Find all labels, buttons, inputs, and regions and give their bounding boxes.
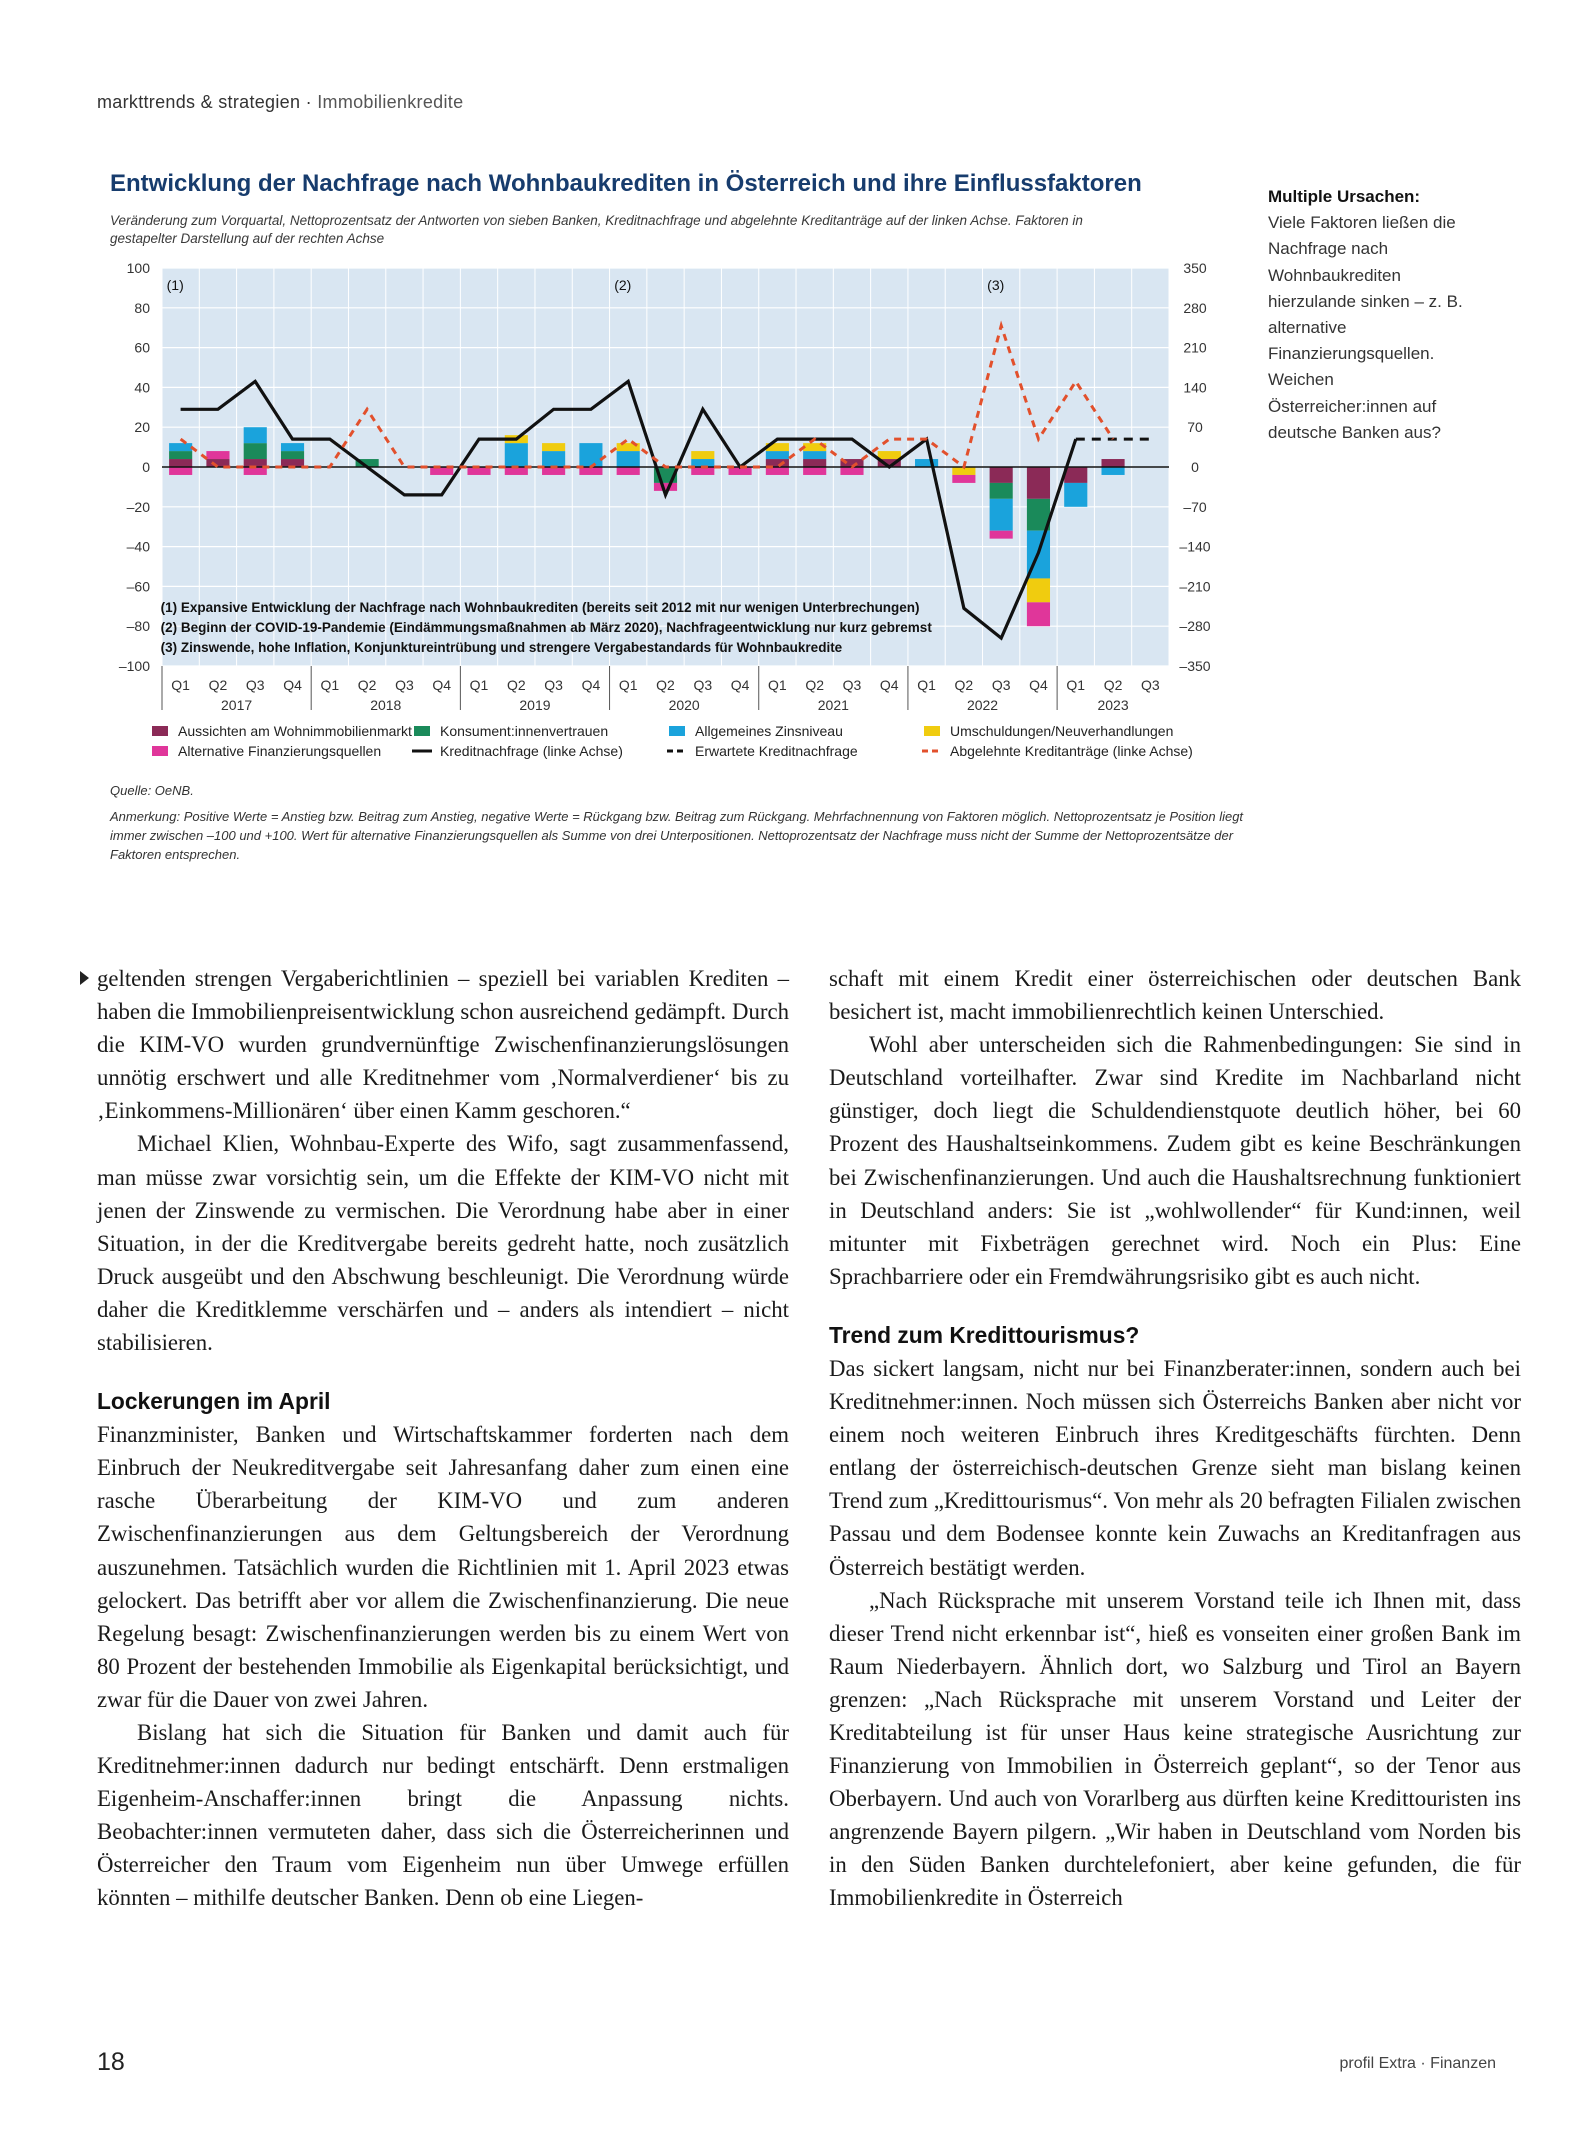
right-axis-tick-label: 70 xyxy=(1187,419,1203,436)
bar-segment xyxy=(952,475,975,483)
x-tick-label: Q2 xyxy=(208,677,228,693)
right-axis-tick-label: 280 xyxy=(1183,299,1207,316)
right-axis-tick-label: 350 xyxy=(1183,260,1207,276)
bar-segment xyxy=(803,451,826,459)
x-tick-label: Q2 xyxy=(954,677,974,693)
period-marker: (1) xyxy=(166,277,184,293)
bar-segment xyxy=(1064,467,1087,483)
bar-segment xyxy=(244,427,267,443)
bar-segment xyxy=(990,499,1013,531)
legend-swatch xyxy=(414,726,430,736)
chart-subtitle: Veränderung zum Vorquartal, Nettoprozentsatz der Antworten von sieben Banken, Kreditnachfrage und abgelehnte Kreditanträge auf der linken Achse. Faktoren in gestapelter Darstellung auf der rechten Achse xyxy=(110,213,1083,246)
bar-segment xyxy=(803,459,826,467)
bar-segment xyxy=(617,467,640,475)
left-axis-tick-label: –100 xyxy=(118,658,150,674)
x-tick-label: Q1 xyxy=(768,677,787,693)
legend-label: Kreditnachfrage (linke Achse) xyxy=(440,743,623,759)
bar-segment xyxy=(169,467,192,475)
x-tick-label: Q4 xyxy=(581,677,601,693)
legend-swatch xyxy=(152,746,168,756)
bar-segment xyxy=(1101,459,1124,467)
footer-publication: profil Extra · Finanzen xyxy=(1339,2055,1496,2072)
section-heading: Lockerungen im April xyxy=(97,1388,331,1415)
x-tick-label: Q3 xyxy=(1141,677,1160,693)
bar-segment xyxy=(505,443,528,467)
bar-segment xyxy=(990,483,1013,499)
running-header xyxy=(97,92,463,113)
x-tick-label: Q4 xyxy=(283,677,302,693)
right-axis-tick-label: –140 xyxy=(1179,538,1211,555)
bar-segment xyxy=(1027,578,1050,602)
year-label: 2019 xyxy=(519,697,551,713)
paragraph: Das sickert langsam, nicht nur bei Finanzberater:innen, sondern auch bei Kreditnehmer:innen. Noch müssen sich Österreichs Banken aber nicht vor einem noch weiteren Einbruch ihres Kreditgeschäfts fürchten. Denn entlang der österreichisch-deutschen Grenze sieht man bislang keinen Trend zum „Kredittourismus“. Von mehr als 20 befragten Filialen zwischen Passau und dem Bodensee konnte kein Zuwachs an Kreditanfragen aus Österreich bestätigt werden. xyxy=(829,1355,1521,1580)
legend-swatch xyxy=(924,726,940,736)
left-axis-tick-label: 20 xyxy=(134,419,150,436)
left-axis-tick-label: 0 xyxy=(142,459,150,475)
bar-segment xyxy=(1027,602,1050,626)
paragraph: Michael Klien, Wohnbau-Experte des Wifo, sagt zusammenfassend, man müsse zwar vorsichtig sein, um die Effekte der KIM-VO nicht mit jenen der Zinswende zu vermischen. Die Verordnung habe aber in einer Situation, in der die Kreditvergabe bereits gedreht hatte, noch zusätzlich Druck ausgeübt und den Abschwung beschleunigt. Die Verordnung würde daher die Kreditklemme verschärfen und – anders als intendiert – nicht stabilisieren. xyxy=(97,1131,789,1356)
sidebar-caption xyxy=(1268,184,1468,446)
x-tick-label: Q2 xyxy=(805,677,825,693)
year-label: 2017 xyxy=(221,697,253,713)
caption-text: Viele Faktoren ließen die Nachfrage nach Wohnbaukrediten hierzulande sinken – z. B. alternative Finanzierungsquellen. Weichen Österreicher:innen auf deutsche Banken aus? xyxy=(1268,213,1463,442)
x-tick-label: Q4 xyxy=(432,677,452,693)
paragraph: Wohl aber unterscheiden sich die Rahmenbedingungen: Sie sind in Deutschland vorteilhafter. Zwar sind Kredite im Nachbarland nicht günstiger, doch liegt die Schuldendienstquote deutlich höher, bei 60 Prozent des Haushaltseinkommens. Zudem gibt es keine Beschränkungen bei Zwischenfinanzierungen. Und auch die Haushaltsrechnung funktioniert in Deutschland anders: Sie ist „wohlwollender“ für Kund:innen, weil mitunter mit Fixbeträgen gerechnet wird. Noch ein Plus: Eine Sprachbarriere oder ein Fremdwährungsrisiko gibt es auch nicht. xyxy=(829,1032,1521,1289)
x-tick-label: Q1 xyxy=(171,677,190,693)
x-tick-label: Q4 xyxy=(1029,677,1048,693)
x-tick-label: Q1 xyxy=(917,677,936,693)
paragraph: Bislang hat sich die Situation für Banken und damit auch für Kreditnehmer:innen dadurch nur bedingt entschärft. Denn erstmaligen Eigenheim-Anschaffer:innen bringt die Anpassung nichts. Beobachter:innen vermuteten daher, dass sich die Österreicherinnen und Österreicher den Traum vom Eigenheim nun über Umwege erfüllen könnten – mithilfe deutscher Banken. Denn ob eine Liegen- xyxy=(97,1719,789,1911)
bar-segment xyxy=(1027,467,1050,499)
legend-label: Konsument:innenvertrauen xyxy=(440,723,609,739)
x-tick-label: Q3 xyxy=(693,677,713,693)
section-heading: Trend zum Kredittourismus? xyxy=(829,1321,1140,1348)
bar-segment xyxy=(579,443,602,467)
header-section: markttrends & strategien xyxy=(97,92,301,112)
bar-segment xyxy=(990,467,1013,483)
left-axis-tick-label: –80 xyxy=(126,618,150,635)
x-tick-label: Q2 xyxy=(506,677,526,693)
bar-segment xyxy=(169,443,192,451)
legend-swatch xyxy=(152,726,168,736)
legend-label: Aussichten am Wohnimmobilienmarkt xyxy=(178,723,412,739)
period-marker: (2) xyxy=(614,277,632,293)
bar-segment xyxy=(803,467,826,475)
paragraph: Finanzminister, Banken und Wirtschaftskammer forderten nach dem Einbruch der Neukreditvergabe seit Jahresanfang daher zum einen eine rasche Überarbeitung der KIM-VO und zum anderen Zwischenfinanzierungen aus dem Geltungsbereich der Verordnung auszunehmen. Tatsächlich wurden die Richtlinien mit 1. April 2023 etwas gelockert. Das betrifft aber vor allem die Zwischenfinanzierung. Die neue Regelung besagt: Zwischenfinanzierungen werden bis zu einem Wert von 80 Prozent der bestehenden Immobilie als Eigenkapital berücksichtigt, und zwar für die Dauer von zwei Jahren. xyxy=(97,1422,789,1712)
annotation-text: (1) Expansive Entwicklung der Nachfrage nach Wohnbaukrediten (bereits seit 2012 mit nur wenigen Unterbrechungen) xyxy=(160,600,920,615)
x-tick-label: Q3 xyxy=(842,677,862,693)
year-label: 2022 xyxy=(966,697,999,713)
left-axis-tick-label: 80 xyxy=(134,299,150,316)
bar-segment xyxy=(990,531,1013,539)
paragraph: geltenden strengen Vergaberichtlinien – speziell bei variablen Krediten – haben die Immobilienpreisentwicklung schon ausreichend gedämpft. Durch die KIM-VO wurden grundvernünftige Zwischenfinanzierungslösungen unnötig erschwert und alle Kreditnehmer vom ‚Normalverdiener‘ bis zu ‚Einkommens-Millionären‘ über einen Kamm geschoren.“ xyxy=(97,966,789,1124)
x-tick-label: Q2 xyxy=(1103,677,1123,693)
x-tick-label: Q2 xyxy=(656,677,675,693)
annotation-text: (2) Beginn der COVID-19-Pandemie (Eindämmungsmaßnahmen ab März 2020), Nachfrageentwicklung nur kurz gebremst xyxy=(160,620,932,635)
bar-segment xyxy=(281,443,304,451)
x-tick-label: Q3 xyxy=(544,677,563,693)
bar-segment xyxy=(206,451,229,459)
article-column-right xyxy=(829,962,1521,1915)
right-axis-tick-label: 140 xyxy=(1183,379,1207,396)
x-tick-label: Q3 xyxy=(245,677,265,693)
legend-label: Abgelehnte Kreditanträge (linke Achse) xyxy=(950,743,1193,759)
left-axis-tick-label: 40 xyxy=(134,379,150,396)
right-axis-tick-label: –350 xyxy=(1179,658,1211,674)
period-marker: (3) xyxy=(987,277,1005,293)
chart-source: Quelle: OeNB. xyxy=(110,783,194,798)
paragraph: „Nach Rücksprache mit unserem Vorstand teile ich Ihnen mit, dass dieser Trend nicht erkennbar ist“, hieß es vonseiten einer großen Bank im Raum Niederbayern. Ähnlich dort, wo Salzburg und Tirol an Bayern grenzen: „Nach Rücksprache mit unserem Vorstand und Leiter der Kreditabteilung ist für unser Haus keine strategische Ausrichtung zur Finanzierung von Immobilien in Österreich geplant“, so der Tenor aus Oberbayern. Und auch von Vorarlberg aus dürften keine Kredittouristen ins angrenzende Bayern pilgern. „Wir haben in Deutschland vom Norden bis in den Süden Banken durchtelefoniert, aber keine gefunden, die für Immobilienkredite in Österreich xyxy=(829,1587,1521,1911)
article-column-left xyxy=(97,962,789,1915)
header-subsection: Immobilienkredite xyxy=(317,92,464,112)
x-tick-label: Q4 xyxy=(879,677,899,693)
left-axis-tick-label: 60 xyxy=(134,339,150,356)
x-tick-label: Q1 xyxy=(1066,677,1086,693)
bar-segment xyxy=(169,459,192,467)
right-axis-tick-label: 210 xyxy=(1183,339,1207,356)
x-tick-label: Q3 xyxy=(395,677,414,693)
bar-segment xyxy=(878,451,901,459)
year-label: 2023 xyxy=(1097,697,1129,713)
bar-segment xyxy=(1101,467,1124,475)
year-label: 2018 xyxy=(370,697,402,713)
right-axis-tick-label: –210 xyxy=(1179,578,1211,595)
x-tick-label: Q2 xyxy=(357,677,377,693)
caption-title: Multiple Ursachen: xyxy=(1268,187,1421,206)
paragraph: schaft mit einem Kredit einer österreichischen oder deutschen Bank besichert ist, macht immobilienrechtlich keinen Unterschied. xyxy=(829,966,1521,1025)
right-axis-tick-label: –70 xyxy=(1183,498,1207,515)
bar-segment xyxy=(766,451,789,459)
annotation-text: (3) Zinswende, hohe Inflation, Konjunktureintrübung und strengere Vergabestandards für Wohnbaukredite xyxy=(160,640,843,655)
bar-segment xyxy=(281,451,304,459)
legend-swatch xyxy=(669,726,685,736)
x-tick-label: Q1 xyxy=(469,677,489,693)
legend-label: Allgemeines Zinsniveau xyxy=(695,723,843,739)
x-tick-label: Q1 xyxy=(618,677,638,693)
chart-note: Anmerkung: Positive Werte = Anstieg bzw. Beitrag zum Anstieg, negative Werte = Rückgang bzw. Beitrag zum Rückgang. Mehrfachnennung von Faktoren möglich. Nettoprozentsatz je Position liegt immer zwischen –100 und +100. Wert für alternative Finanzierungsquellen als Summe von drei Unterpositionen. Nettoprozentsatz der Nachfrage muss nicht der Summe der Nettoprozentsätze der Faktoren entsprechen. xyxy=(110,809,1244,862)
left-axis-tick-label: –60 xyxy=(126,578,150,595)
chart xyxy=(104,170,1234,780)
right-axis-tick-label: –280 xyxy=(1179,618,1211,635)
figure xyxy=(104,170,1244,870)
legend-label: Umschuldungen/Neuverhandlungen xyxy=(950,723,1174,739)
page-number: 18 xyxy=(97,2048,125,2076)
bar-segment xyxy=(691,451,714,459)
year-label: 2020 xyxy=(668,697,700,713)
x-tick-label: Q4 xyxy=(730,677,750,693)
right-axis-tick-label: 0 xyxy=(1191,459,1199,475)
x-tick-label: Q1 xyxy=(320,677,340,693)
header-separator: · xyxy=(305,92,312,112)
x-tick-label: Q3 xyxy=(991,677,1011,693)
left-axis-tick-label: 100 xyxy=(126,260,150,276)
year-label: 2021 xyxy=(817,697,849,713)
bar-segment xyxy=(542,443,565,451)
continue-arrow-icon xyxy=(80,971,89,985)
bar-segment xyxy=(244,443,267,459)
bar-segment xyxy=(617,451,640,467)
legend-label: Erwartete Kreditnachfrage xyxy=(695,743,858,759)
bar-segment xyxy=(542,451,565,467)
legend-label: Alternative Finanzierungsquellen xyxy=(178,743,382,759)
bar-segment xyxy=(1064,483,1087,507)
bar-segment xyxy=(654,483,677,491)
left-axis-tick-label: –20 xyxy=(126,498,150,515)
left-axis-tick-label: –40 xyxy=(126,538,150,555)
bar-segment xyxy=(169,451,192,459)
bar-segment xyxy=(915,459,938,467)
chart-title: Entwicklung der Nachfrage nach Wohnbaukrediten in Österreich und ihre Einflussfaktoren xyxy=(110,170,1142,197)
